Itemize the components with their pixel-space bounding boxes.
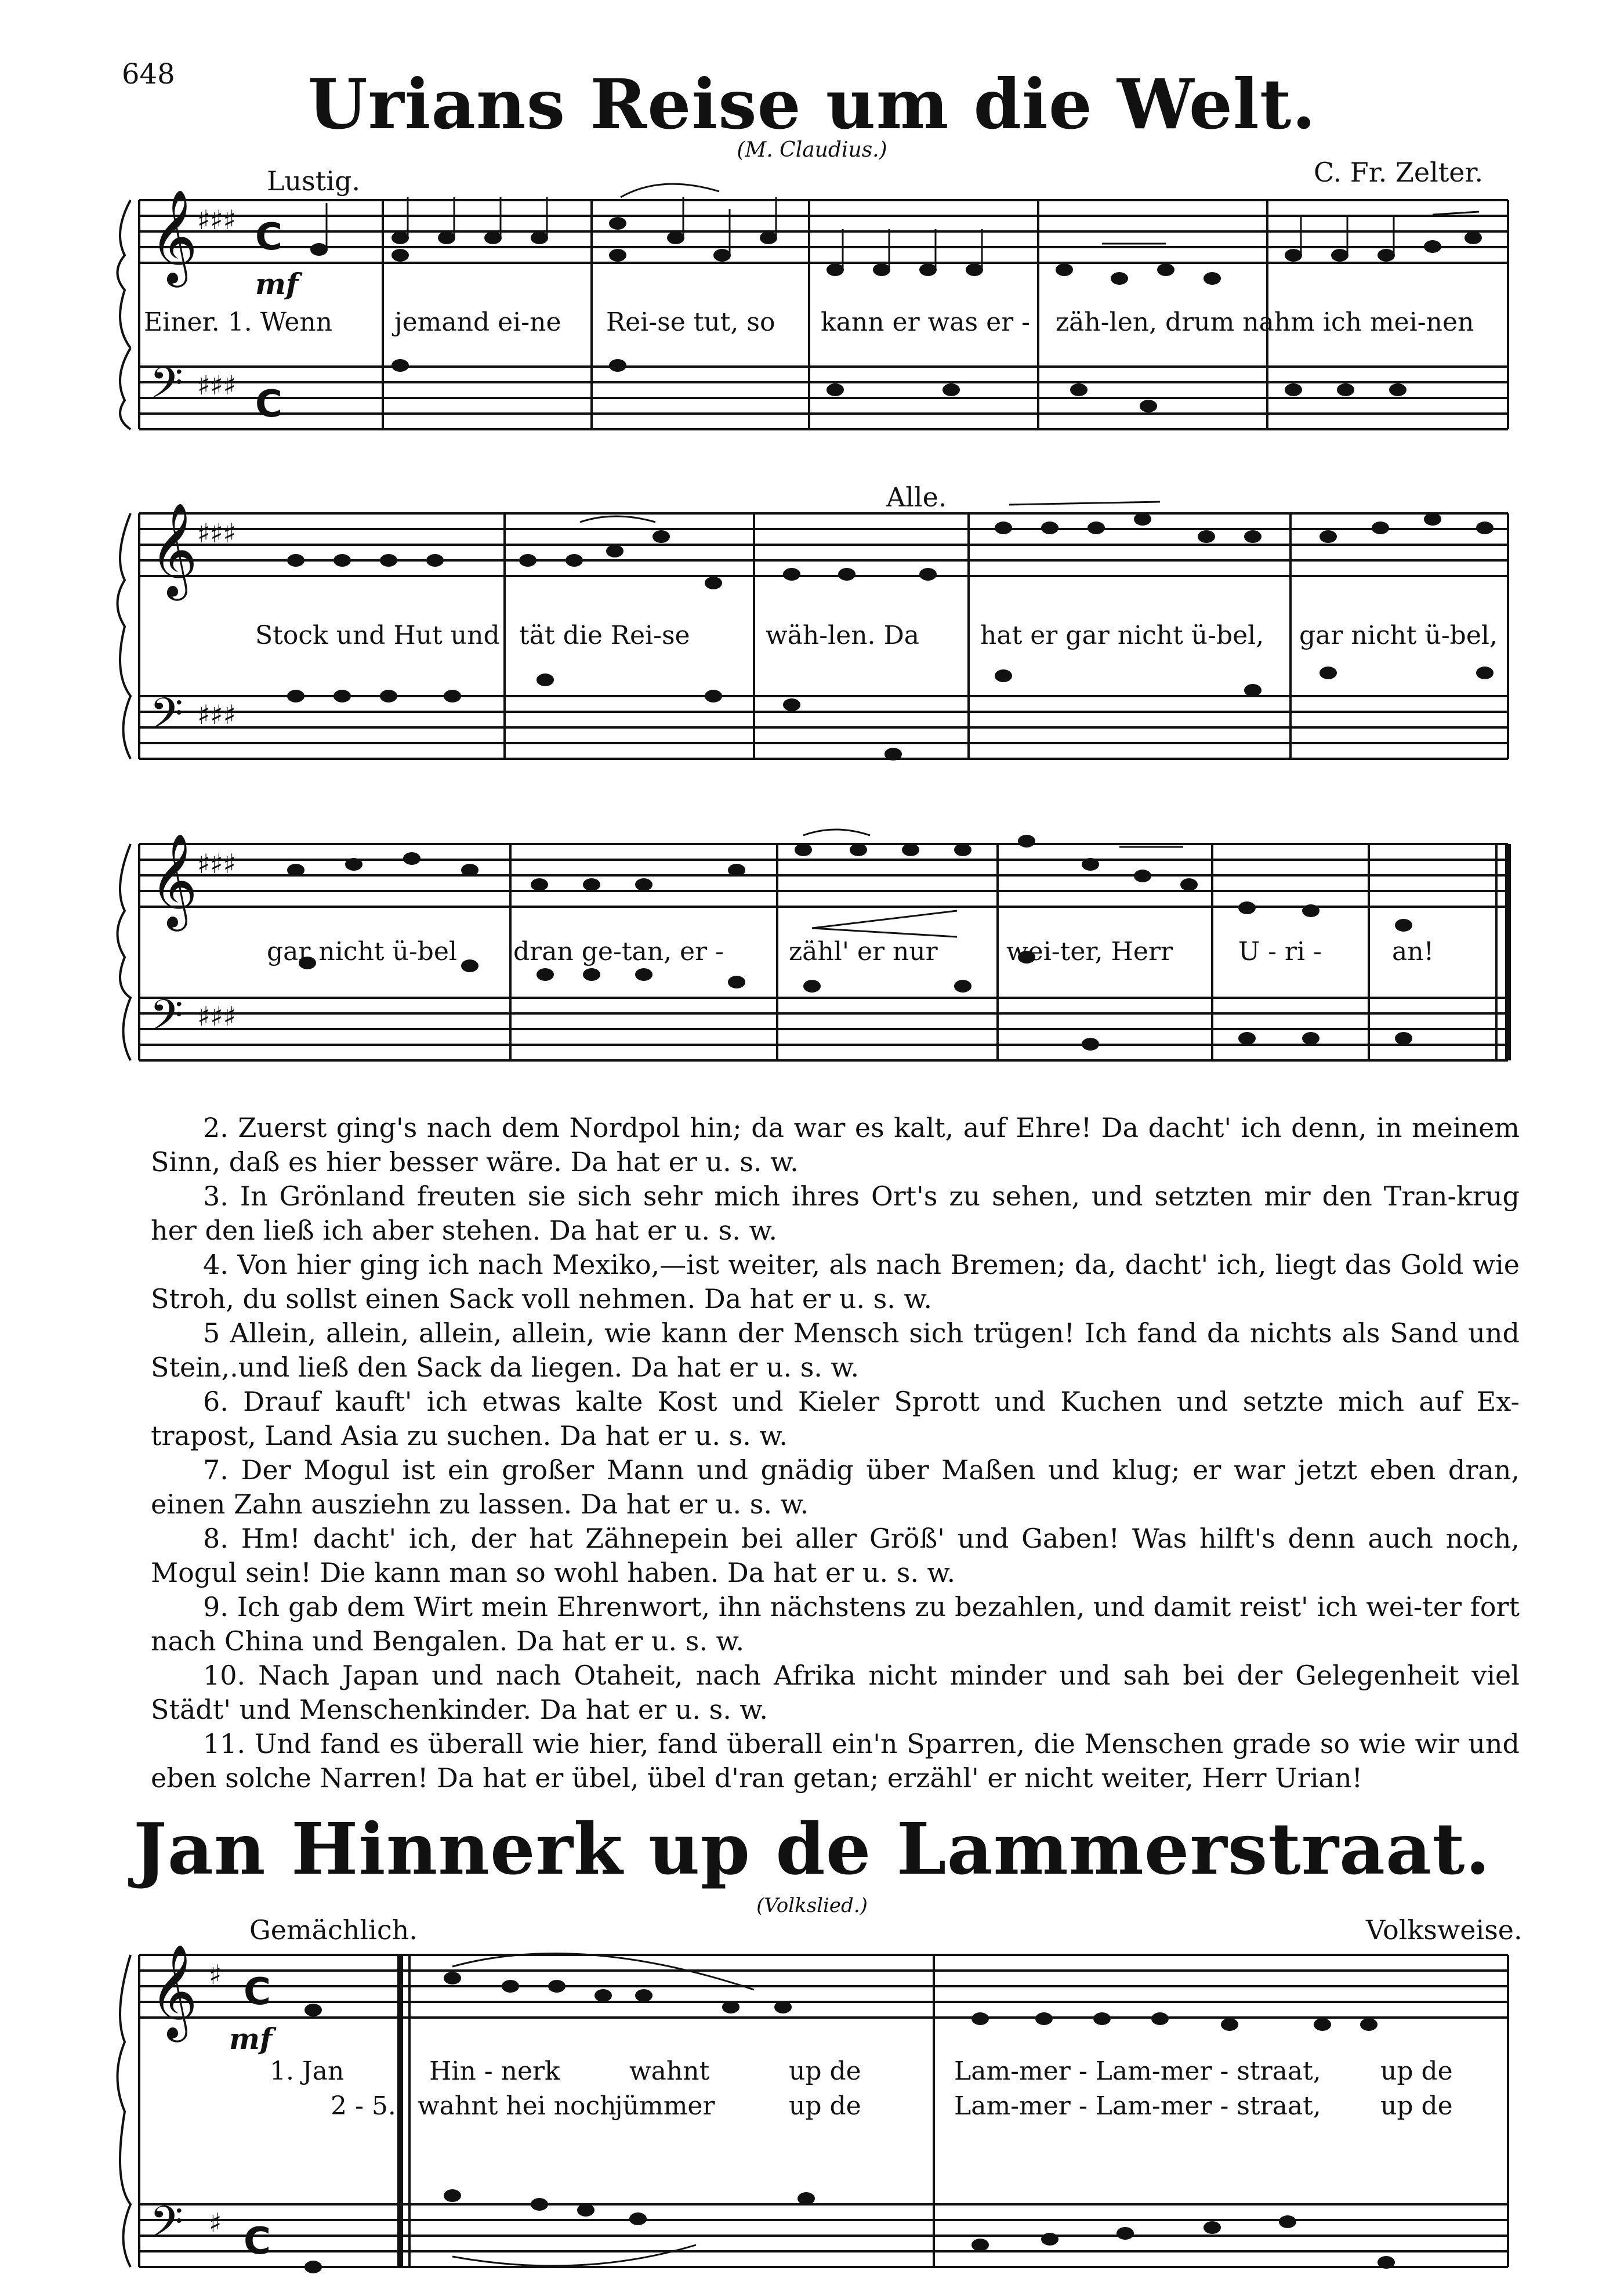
verses <box>151 1111 1520 1795</box>
lyric: wäh-len. Da <box>766 621 920 650</box>
svg-text:𝄞: 𝄞 <box>150 833 198 928</box>
lyric: gar nicht ü-bel, <box>1299 621 1498 650</box>
lyric: up de <box>1380 2091 1453 2121</box>
chorus-mark: Alle. <box>886 481 947 513</box>
lyric: zähl' er nur <box>789 937 938 966</box>
lyric: 1. Jan <box>270 2056 345 2086</box>
song2-tempo: Gemächlich. <box>249 1914 418 1946</box>
verse: 10. Nach Japan und nach Otaheit, nach Afrika nicht minder und sah bei der Gelegenheit viel Städt' und Menschenkinder. Da hat er u. s. w. <box>151 1660 1520 1725</box>
lyric: Hin - nerk <box>429 2056 560 2086</box>
lyric: Einer. 1. Wenn <box>144 307 333 337</box>
svg-text:C: C <box>244 2220 271 2263</box>
svg-text:𝄢: 𝄢 <box>150 990 183 1051</box>
lyric: Lam-mer - Lam-mer - straat, <box>954 2091 1321 2121</box>
dynamic-mark: mf <box>255 267 299 301</box>
song1-tempo: Lustig. <box>267 165 361 197</box>
svg-text:♯♯♯: ♯♯♯ <box>197 370 236 401</box>
song2-dynamic: mf <box>229 2022 273 2056</box>
treble-clef-icon: 𝄞 <box>150 189 198 284</box>
verse: 4. Von hier ging ich nach Mexiko,—ist weiter, als nach Bremen; da, dacht' ich, liegt das Gold wie Stroh, du sollst einen Sack voll nehmen. Da hat er u. s. w. <box>151 1249 1520 1314</box>
svg-text:𝄢: 𝄢 <box>150 2197 183 2258</box>
lyric: Rei-se tut, so <box>606 307 775 337</box>
lyric: wahnt <box>629 2056 710 2086</box>
lyric: up de <box>789 2056 861 2086</box>
lyric: Lam-mer - Lam-mer - straat, <box>954 2056 1321 2086</box>
key-signature-icon: ♯♯♯ <box>197 204 236 236</box>
lyric: up de <box>1380 2056 1453 2086</box>
page-number: 648 <box>122 58 175 90</box>
lyric: jemand ei-ne <box>394 307 561 337</box>
svg-text:♯♯♯: ♯♯♯ <box>197 699 236 730</box>
song2-title: Jan Hinnerk up de Lammerstraat. <box>133 1807 1491 1891</box>
lyric: an! <box>1392 937 1434 966</box>
song2-source: (Volkslied.) <box>756 1894 868 1917</box>
time-signature-icon: C <box>255 216 282 259</box>
verse: 6. Drauf kauft' ich etwas kalte Kost und Kieler Sprott und Kuchen und setzte mich auf Ex-trapost, Land Asia zu suchen. Da hat er u. s. w. <box>151 1386 1520 1451</box>
svg-text:♯♯♯: ♯♯♯ <box>197 848 236 879</box>
verse: 8. Hm! dacht' ich, der hat Zähnepein bei aller Größ' und Gaben! Was hilft's denn auch noch, Mogul sein! Die kann man so wohl haben. Da hat er u. s. w. <box>151 1523 1520 1588</box>
system3-treble-staff <box>139 844 1508 907</box>
verse: 11. Und fand es überall wie hier, fand überall ein'n Sparren, die Menschen grade so wie wir und eben solche Narren! Da hat er übel, übel d'ran getan; erzähl' er nicht weiter, Herr Urian! <box>151 1728 1520 1794</box>
lyric: jümmer <box>615 2091 715 2121</box>
lyric: kann er was er - <box>821 307 1031 337</box>
song1-author: (M. Claudius.) <box>737 138 887 162</box>
svg-text:C: C <box>255 383 282 426</box>
svg-text:♯: ♯ <box>209 1959 222 1990</box>
lyric: tät die Rei-se <box>519 621 690 650</box>
lyric: dran ge-tan, er - <box>513 937 724 966</box>
lyric: wahnt hei noch <box>418 2091 617 2121</box>
lyric: U - ri - <box>1238 937 1322 966</box>
system1-brace <box>118 200 131 348</box>
verse: 7. Der Mogul ist ein großer Mann und gnädig über Maßen und klug; er war jetzt eben dran, einen Zahn ausziehn zu lassen. Da hat er u. s. w. <box>151 1454 1520 1520</box>
song1-title: Urians Reise um die Welt. <box>307 64 1317 144</box>
lyric: up de <box>789 2091 861 2121</box>
lyric: Stock und Hut und <box>255 621 500 650</box>
bass-clef-icon: 𝄢 <box>150 358 183 419</box>
system2-treble-staff <box>139 513 1508 576</box>
lyric: wei-ter, Herr <box>1006 937 1173 966</box>
svg-text:𝄞: 𝄞 <box>150 502 198 597</box>
lyric: 2 - 5. <box>331 2091 396 2121</box>
song1-composer: C. Fr. Zelter. <box>1314 157 1484 188</box>
system1-treble-staff <box>139 200 1508 263</box>
lyric: hat er gar nicht ü-bel, <box>980 621 1264 650</box>
verse: 3. In Grönland freuten sie sich sehr mich ihres Ort's zu sehen, und setzten mir den Tran-krug her den ließ ich aber stehen. Da hat er u. s. w. <box>151 1180 1520 1246</box>
lyric: zäh-len, drum nahm ich mei-nen <box>1056 307 1474 337</box>
svg-text:C: C <box>244 1971 271 2013</box>
verse: 2. Zuerst ging's nach dem Nordpol hin; da war es kalt, auf Ehre! Da dacht' ich denn, in meinem Sinn, daß es hier besser wäre. Da hat er u. s. w. <box>151 1112 1520 1178</box>
system1-bass-staff <box>139 367 1508 429</box>
verse: 9. Ich gab dem Wirt mein Ehrenwort, ihn nächstens zu bezahlen, und damit reist' ich wei-ter fort nach China und Bengalen. Da hat er u. s. w. <box>151 1591 1520 1657</box>
svg-text:𝄢: 𝄢 <box>150 689 183 749</box>
system2-bass-staff <box>139 696 1508 759</box>
svg-text:♯♯♯: ♯♯♯ <box>197 1001 236 1032</box>
svg-text:♯: ♯ <box>209 2207 222 2239</box>
svg-text:𝄞: 𝄞 <box>150 1944 198 2038</box>
system3-bass-staff <box>139 998 1508 1060</box>
lyric: gar nicht ü-bel <box>267 937 457 966</box>
system4-treble-staff <box>139 1955 1508 2018</box>
system4-bass-staff <box>139 2204 1508 2267</box>
svg-text:♯♯♯: ♯♯♯ <box>197 517 236 549</box>
verse: 5 Allein, allein, allein, allein, wie kann der Mensch sich trügen! Ich fand da nichts als Sand und Stein,.und ließ den Sack da liegen. Da hat er u. s. w. <box>151 1317 1520 1383</box>
song2-composer: Volksweise. <box>1366 1914 1522 1946</box>
